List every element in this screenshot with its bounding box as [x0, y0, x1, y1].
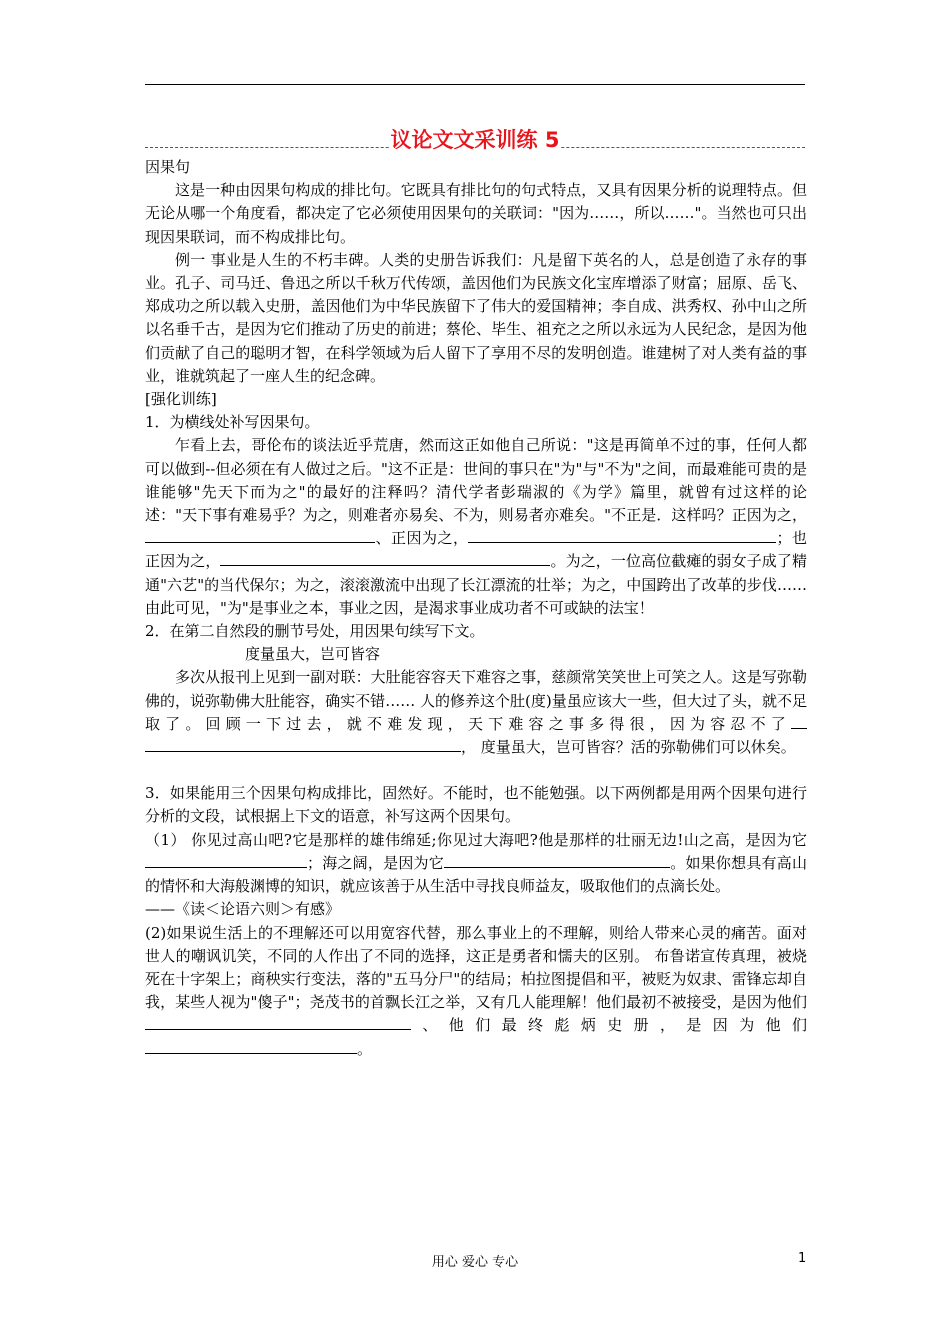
- footer-motto: 用心 爱心 专心: [431, 1255, 519, 1270]
- q1-prompt: 1．为横线处补写因果句。: [145, 413, 320, 432]
- answer-blank[interactable]: [510, 550, 550, 566]
- title-row: [145, 128, 805, 152]
- answer-blank[interactable]: [444, 852, 670, 868]
- page-title: 议论文文采训练 5: [390, 128, 560, 152]
- answer-blank[interactable]: [544, 527, 776, 543]
- section-label: 因果句: [145, 158, 191, 176]
- q1-paragraph: 乍看上去，哥伦布的谈法近乎荒唐，然而这正如他自己所说："这是再简单不过的事，任何人都可以做到--但必须在有人做过之后。"这不正是：世间的事只在"为"与"不为"之间，而最难能可贵的是谁能够"先天下而为之"的最好的注释吗？清代学者彭瑞淑的《为学》篇里，就曾有过这样的论述："天下事有难易乎？为之，则难者亦易矣、不为，则易者亦难矣。"不正是．这样吗？正因为之，、正因为之， ；也正因为之， 。为之，一位高位截瘫的弱女子成了精通"六艺"的当代保尔；为之，滚滚激流中出现了长江漂流的壮举；为之，中国跨出了改革的步伐……由此可见，"为"是事业之本，事业之因，是渴求事业成功者不可或缺的法宝！: [145, 436, 807, 617]
- example-paragraph: 例一 事业是人生的不朽丰碑。人类的史册告诉我们：凡是留下英名的人，总是创造了永存的事业。孔子、司马迁、鲁迅之所以千秋万代传颂，盖因他们为民族文化宝库增添了财富；屈原、岳飞、郑成功之所以载入史册，盖因他们为中华民族留下了伟大的爱国精神；李自成、洪秀权、孙中山之所以名垂千古，是因为它们推动了历史的前进；蔡伦、毕生、祖充之之所以永远为人民纪念，是因为他们贡献了自己的聪明才智，在科学领域为后人留下了享用不尽的发明创造。谁建树了对人类有益的事业，谁就筑起了一座人生的纪念碑。: [145, 250, 807, 385]
- q3-part1: （1） 你见过高山吧?它是那样的雄伟绵延;你见过大海吧?他是那样的壮丽无边!山之高，是因为它；海之阔，是因为它 。如果你想具有高山的情怀和大海般渊博的知识，就应该善于从生活中寻找良师益友，吸取他们的点滴长处。: [145, 830, 807, 896]
- answer-blank[interactable]: [791, 713, 807, 729]
- q3-part2: (2)如果说生活上的不理解还可以用宽容代替，那么事业上的不理解，则给人带来心灵的痛苦。面对世人的嘲讽讥笑，不同的人作出了不同的选择，这正是勇者和懦夫的区别。 布鲁诺宣传真理，被烧死在十字架上；商秧实行变法，落的"五马分尸"的结局；柏拉图提倡和平，被贬为奴隶、雷锋忘却自我，某些人视为"傻子"；尧茂书的首飘长江之举，又有几人能理解！他们最初不被接受，是因为他们、他们最终彪炳史册，是因为他们。: [145, 923, 807, 1058]
- document-body: [145, 156, 807, 1061]
- header-rule: [145, 84, 805, 85]
- answer-blank[interactable]: [145, 852, 307, 868]
- page-number: 1: [798, 1251, 807, 1266]
- answer-blank[interactable]: [468, 527, 544, 543]
- answer-blank[interactable]: [145, 1038, 357, 1054]
- answer-blank[interactable]: [145, 527, 375, 543]
- answer-blank[interactable]: [145, 1014, 411, 1030]
- answer-blank[interactable]: [145, 736, 461, 752]
- q2-heading: 度量虽大，岂可皆容: [245, 645, 381, 664]
- drill-label: [强化训练]: [145, 390, 217, 409]
- q3-part1-source: ——《读＜论语六则＞有感》: [145, 900, 341, 919]
- q2-prompt: 2．在第二自然段的删节号处，用因果句续写下文。: [145, 622, 485, 641]
- q2-paragraph: 多次从报刊上见到一副对联：大肚能容容天下难容之事，慈颜常笑笑世上可笑之人。这是写弥勒佛的，说弥勒佛大肚能容，确实不错…… 人的修养这个肚(度)量虽应该大一些，但大过了头，就不足取了。回顾一下过去，就不难发现，天下难容之事多得很，因为容忍不了， 度量虽大，岂可皆容？活的弥勒佛们可以休矣。: [145, 668, 807, 757]
- q3-prompt: 3．如果能用三个因果句构成排比，固然好。不能时，也不能勉强。以下两例都是用两个因果句进行分析的文段，试根据上下文的语意，补写这两个因果句。: [145, 784, 807, 826]
- intro-paragraph: 这是一种由因果句构成的排比句。它既具有排比句的句式特点，又具有因果分析的说理特点。但无论从哪一个角度看，都决定了它必须使用因果句的关联词："因为……，所以……"。当然也可只出现因果联词，而不构成排比句。: [145, 181, 807, 246]
- answer-blank[interactable]: [220, 550, 510, 566]
